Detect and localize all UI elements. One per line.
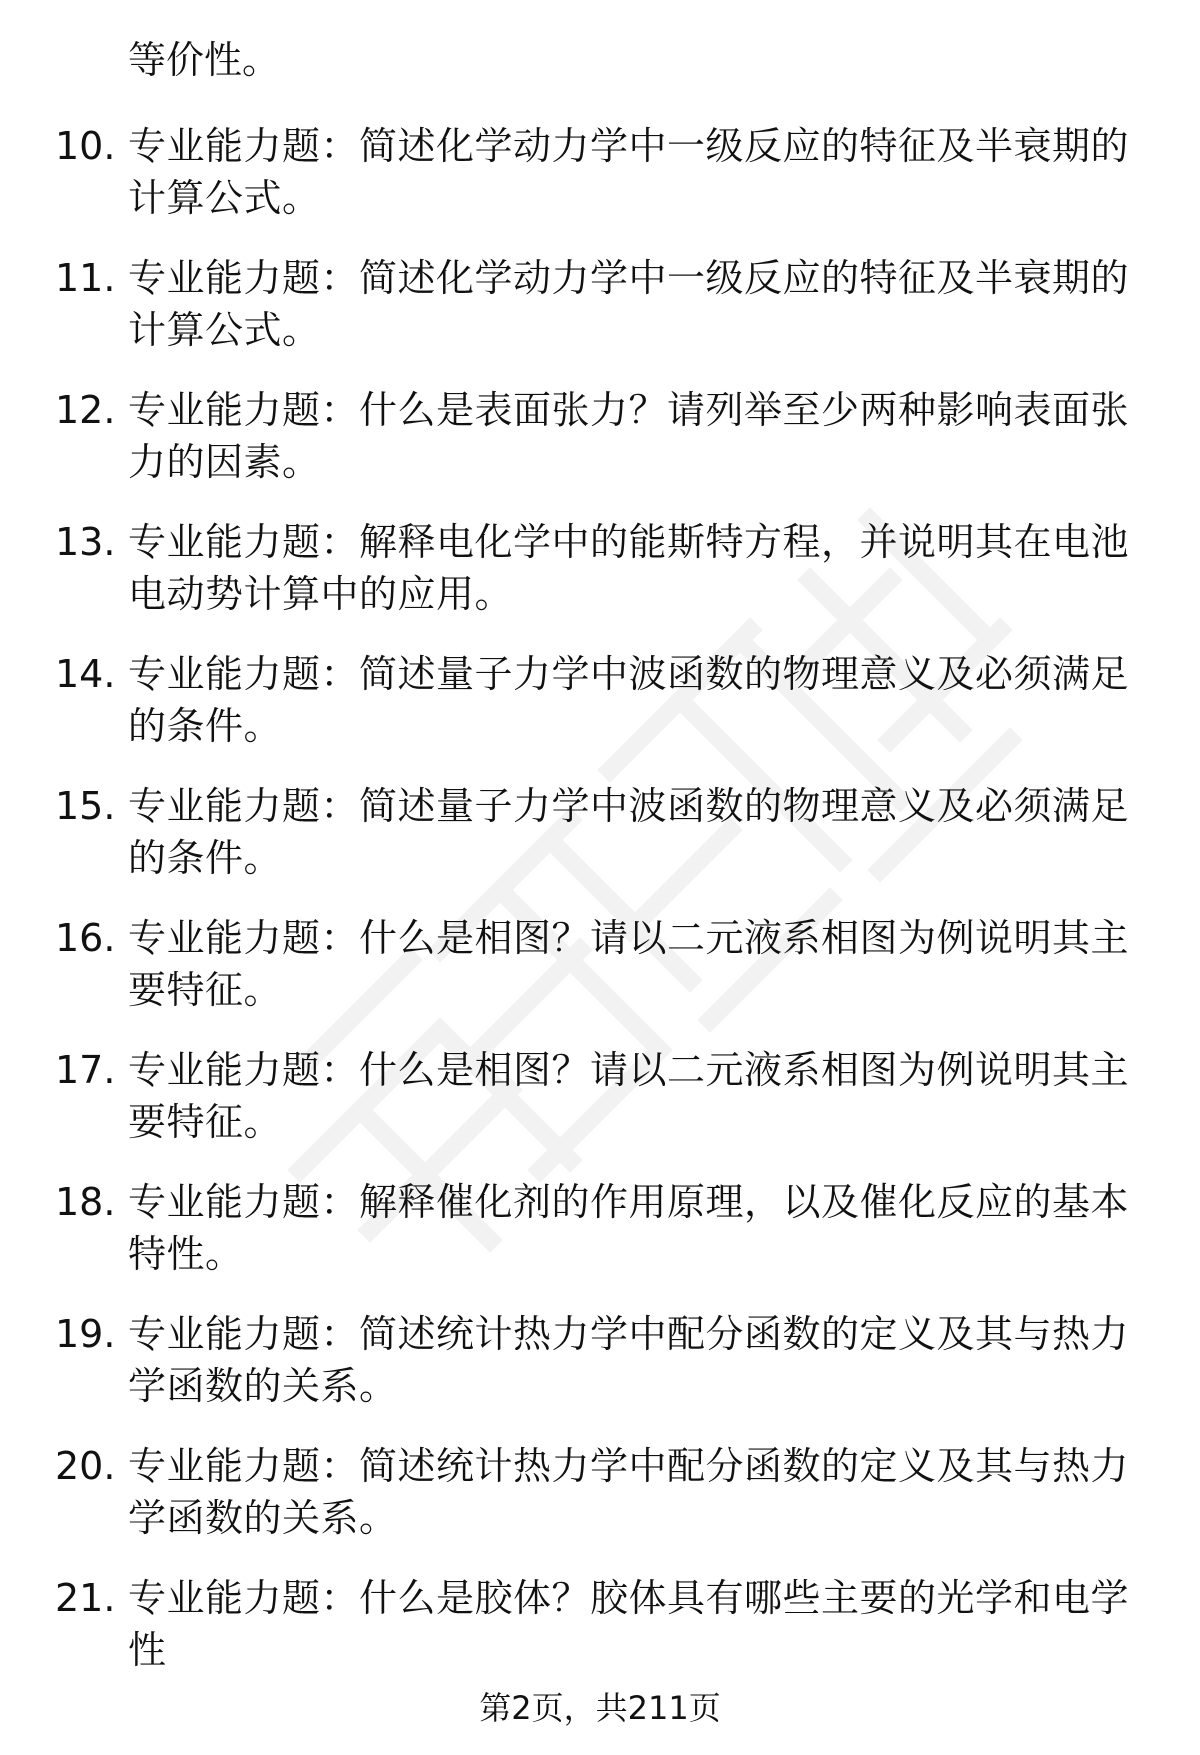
question-item: [0, 1176, 1200, 1280]
question-item: [0, 516, 1200, 620]
question-number: 10.: [55, 124, 116, 168]
question-number: 14.: [55, 652, 116, 696]
question-text: 专业能力题：简述化学动力学中一级反应的特征及半衰期的计算公式。: [128, 256, 1130, 352]
question-number: 11.: [55, 256, 116, 300]
question-number: 19.: [55, 1312, 116, 1356]
question-number: 21.: [55, 1576, 116, 1620]
question-item: [0, 1440, 1200, 1544]
question-text: 专业能力题：解释电化学中的能斯特方程，并说明其在电池电动势计算中的应用。: [128, 520, 1130, 616]
question-number: 18.: [55, 1180, 116, 1224]
continuation-text: 等价性。: [128, 38, 281, 82]
question-text: 专业能力题：简述统计热力学中配分函数的定义及其与热力学函数的关系。: [128, 1444, 1130, 1540]
question-item: [0, 252, 1200, 356]
question-item: [0, 120, 1200, 224]
question-item: [0, 1572, 1200, 1676]
question-number: 20.: [55, 1444, 116, 1488]
question-item: [0, 384, 1200, 488]
question-text: 专业能力题：什么是胶体？胶体具有哪些主要的光学和电学性: [128, 1576, 1130, 1672]
question-text: 专业能力题：什么是相图？请以二元液系相图为例说明其主要特征。: [128, 916, 1130, 1012]
question-item: [0, 912, 1200, 1016]
question-text: 专业能力题：什么是相图？请以二元液系相图为例说明其主要特征。: [128, 1048, 1130, 1144]
question-text: 专业能力题：解释催化剂的作用原理，以及催化反应的基本特性。: [128, 1180, 1130, 1276]
question-item: [0, 648, 1200, 752]
page-footer: 第2页，共211页: [479, 1689, 721, 1727]
question-text: 专业能力题：简述量子力学中波函数的物理意义及必须满足的条件。: [128, 784, 1130, 880]
question-number: 16.: [55, 916, 116, 960]
question-item: [0, 780, 1200, 884]
question-text: 专业能力题：什么是表面张力？请列举至少两种影响表面张力的因素。: [128, 388, 1130, 484]
question-number: 17.: [55, 1048, 116, 1092]
question-text: 专业能力题：简述统计热力学中配分函数的定义及其与热力学函数的关系。: [128, 1312, 1130, 1408]
question-text: 专业能力题：简述量子力学中波函数的物理意义及必须满足的条件。: [128, 652, 1130, 748]
question-number: 15.: [55, 784, 116, 828]
question-item: [0, 1044, 1200, 1148]
question-item: [0, 1308, 1200, 1412]
question-text: 专业能力题：简述化学动力学中一级反应的特征及半衰期的计算公式。: [128, 124, 1130, 220]
question-number: 12.: [55, 388, 116, 432]
question-number: 13.: [55, 520, 116, 564]
